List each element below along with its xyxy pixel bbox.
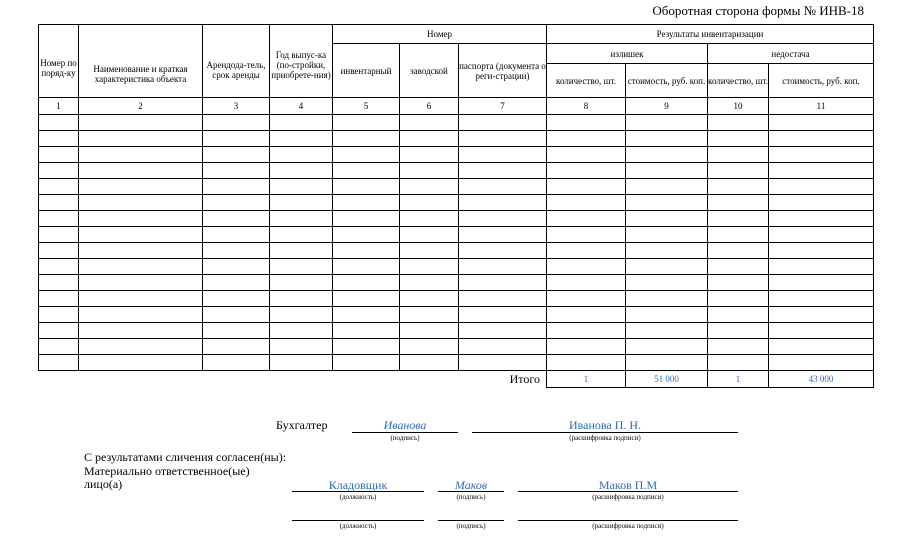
table-cell[interactable] xyxy=(459,227,547,243)
table-cell[interactable] xyxy=(547,307,626,323)
totals-shortage-cost: 43 000 xyxy=(769,371,874,388)
accountant-signature-caption: (подпись) xyxy=(390,434,420,442)
table-cell[interactable] xyxy=(79,307,203,323)
table-cell[interactable] xyxy=(547,131,626,147)
table-cell[interactable] xyxy=(708,195,769,211)
person2-name-caption: (расшифровка подписи) xyxy=(592,522,664,530)
table-cell[interactable] xyxy=(400,131,459,147)
table-cell[interactable] xyxy=(626,323,708,339)
table-cell[interactable] xyxy=(547,291,626,307)
table-cell[interactable] xyxy=(333,227,400,243)
table-cell[interactable] xyxy=(708,227,769,243)
table-cell[interactable] xyxy=(626,227,708,243)
person2-signature-caption: (подпись) xyxy=(456,522,486,530)
header-number-group: Номер xyxy=(333,25,547,44)
table-cell[interactable] xyxy=(270,211,333,227)
totals-surplus-cost: 51 000 xyxy=(626,371,708,388)
table-cell[interactable] xyxy=(769,323,874,339)
table-cell[interactable] xyxy=(79,243,203,259)
table-cell[interactable] xyxy=(270,227,333,243)
table-cell[interactable] xyxy=(547,275,626,291)
table-cell[interactable] xyxy=(39,355,79,371)
column-number: 3 xyxy=(203,98,270,115)
table-cell[interactable] xyxy=(547,211,626,227)
table-cell[interactable] xyxy=(270,339,333,355)
table-cell[interactable] xyxy=(626,243,708,259)
table-cell[interactable] xyxy=(333,195,400,211)
table-cell[interactable] xyxy=(333,179,400,195)
header-qty-surplus: количество, шт. xyxy=(547,64,626,98)
table-cell[interactable] xyxy=(626,147,708,163)
table-row xyxy=(39,291,874,307)
table-cell[interactable] xyxy=(270,307,333,323)
table-cell[interactable] xyxy=(459,259,547,275)
table-cell[interactable] xyxy=(333,259,400,275)
table-cell[interactable] xyxy=(333,291,400,307)
table-cell[interactable] xyxy=(39,275,79,291)
header-cost-shortage: стоимость, руб. коп. xyxy=(769,64,874,98)
table-cell[interactable] xyxy=(333,355,400,371)
table-cell[interactable] xyxy=(39,131,79,147)
table-cell[interactable] xyxy=(79,259,203,275)
header-year: Год выпус-ка (по-стройки, приобрете-ния) xyxy=(270,25,333,98)
column-number: 5 xyxy=(333,98,400,115)
table-cell[interactable] xyxy=(270,243,333,259)
table-cell[interactable] xyxy=(626,179,708,195)
table-cell[interactable] xyxy=(400,227,459,243)
table-cell[interactable] xyxy=(626,115,708,131)
table-cell[interactable] xyxy=(459,243,547,259)
table-cell[interactable] xyxy=(400,115,459,131)
table-cell[interactable] xyxy=(203,291,270,307)
table-cell[interactable] xyxy=(626,259,708,275)
inventory-table xyxy=(38,24,874,388)
table-cell[interactable] xyxy=(400,211,459,227)
accountant-signature-line xyxy=(352,432,458,433)
table-cell[interactable] xyxy=(547,227,626,243)
table-cell[interactable] xyxy=(270,291,333,307)
table-cell[interactable] xyxy=(270,259,333,275)
table-cell[interactable] xyxy=(333,131,400,147)
table-cell[interactable] xyxy=(270,147,333,163)
person2-position-caption: (должность) xyxy=(339,522,377,530)
table-cell[interactable] xyxy=(203,355,270,371)
table-cell[interactable] xyxy=(203,323,270,339)
table-row xyxy=(39,163,874,179)
table-cell[interactable] xyxy=(79,211,203,227)
agreement-text: С результатами сличения согласен(ны): xyxy=(84,450,287,464)
table-cell[interactable] xyxy=(203,147,270,163)
person1-name-line xyxy=(518,491,738,492)
table-cell[interactable] xyxy=(79,195,203,211)
column-number: 10 xyxy=(708,98,769,115)
header-name: Наименование и краткая характеристика объекта xyxy=(79,25,203,98)
table-cell[interactable] xyxy=(400,323,459,339)
table-cell[interactable] xyxy=(547,195,626,211)
table-row xyxy=(39,339,874,355)
table-body xyxy=(39,115,874,371)
table-cell[interactable] xyxy=(333,243,400,259)
table-cell[interactable] xyxy=(39,179,79,195)
table-cell[interactable] xyxy=(79,355,203,371)
column-number: 1 xyxy=(39,98,79,115)
table-cell[interactable] xyxy=(769,211,874,227)
table-cell[interactable] xyxy=(708,243,769,259)
table-cell[interactable] xyxy=(79,115,203,131)
table-cell[interactable] xyxy=(203,131,270,147)
table-cell[interactable] xyxy=(769,291,874,307)
table-cell[interactable] xyxy=(626,307,708,323)
table-cell[interactable] xyxy=(79,291,203,307)
table-cell[interactable] xyxy=(459,115,547,131)
person2-signature-line xyxy=(438,520,504,521)
table-cell[interactable] xyxy=(333,163,400,179)
table-cell[interactable] xyxy=(769,243,874,259)
person1-signature-line xyxy=(438,491,504,492)
table-cell[interactable] xyxy=(547,259,626,275)
table-cell[interactable] xyxy=(270,195,333,211)
table-cell[interactable] xyxy=(39,163,79,179)
table-cell[interactable] xyxy=(626,211,708,227)
table-cell[interactable] xyxy=(708,291,769,307)
header-passport: паспорта (документа о реги-страции) xyxy=(459,44,547,98)
header-factory: заводской xyxy=(400,44,459,98)
table-row xyxy=(39,227,874,243)
table-cell[interactable] xyxy=(39,307,79,323)
table-cell[interactable] xyxy=(39,243,79,259)
table-cell[interactable] xyxy=(39,259,79,275)
table-cell[interactable] xyxy=(769,275,874,291)
table-cell[interactable] xyxy=(708,179,769,195)
table-cell[interactable] xyxy=(708,307,769,323)
table-cell[interactable] xyxy=(547,115,626,131)
table-row xyxy=(39,179,874,195)
table-cell[interactable] xyxy=(333,339,400,355)
table-cell[interactable] xyxy=(400,195,459,211)
table-cell[interactable] xyxy=(459,211,547,227)
table-cell[interactable] xyxy=(547,147,626,163)
table-cell[interactable] xyxy=(459,163,547,179)
table-cell[interactable] xyxy=(459,307,547,323)
table-cell[interactable] xyxy=(708,323,769,339)
table-row xyxy=(39,211,874,227)
table-cell[interactable] xyxy=(203,307,270,323)
table-cell[interactable] xyxy=(203,195,270,211)
table-row xyxy=(39,115,874,131)
table-cell[interactable] xyxy=(400,307,459,323)
table-row xyxy=(39,355,874,371)
table-cell[interactable] xyxy=(459,147,547,163)
table-cell[interactable] xyxy=(270,323,333,339)
table-cell[interactable] xyxy=(459,339,547,355)
table-cell[interactable] xyxy=(39,291,79,307)
table-row xyxy=(39,131,874,147)
table-cell[interactable] xyxy=(769,227,874,243)
table-cell[interactable] xyxy=(708,259,769,275)
table-cell[interactable] xyxy=(626,195,708,211)
table-cell[interactable] xyxy=(459,291,547,307)
table-cell[interactable] xyxy=(459,355,547,371)
table-cell[interactable] xyxy=(270,115,333,131)
table-cell[interactable] xyxy=(626,355,708,371)
table-cell[interactable] xyxy=(459,131,547,147)
header-results-group: Результаты инвентаризации xyxy=(547,25,874,44)
table-cell[interactable] xyxy=(769,307,874,323)
column-number: 7 xyxy=(459,98,547,115)
table-cell[interactable] xyxy=(769,115,874,131)
table-cell[interactable] xyxy=(79,163,203,179)
person2-name-line xyxy=(518,520,738,521)
column-numbers-row xyxy=(39,98,874,115)
table-cell[interactable] xyxy=(400,243,459,259)
table-cell[interactable] xyxy=(39,115,79,131)
table-cell[interactable] xyxy=(79,227,203,243)
table-cell[interactable] xyxy=(626,339,708,355)
table-row xyxy=(39,275,874,291)
table-cell[interactable] xyxy=(79,131,203,147)
header-cost-surplus: стоимость, руб. коп. xyxy=(626,64,708,98)
column-number: 4 xyxy=(270,98,333,115)
totals-surplus-qty: 1 xyxy=(547,371,626,388)
table-cell[interactable] xyxy=(769,163,874,179)
accountant-name-line xyxy=(472,432,738,433)
table-row xyxy=(39,323,874,339)
table-cell[interactable] xyxy=(400,147,459,163)
table-cell[interactable] xyxy=(333,147,400,163)
table-cell[interactable] xyxy=(708,131,769,147)
header-num: Номер по поряд-ку xyxy=(39,25,79,98)
table-cell[interactable] xyxy=(79,323,203,339)
header-inventory: инвентарный xyxy=(333,44,400,98)
table-cell[interactable] xyxy=(203,211,270,227)
table-cell[interactable] xyxy=(39,211,79,227)
person1-signature: Маков xyxy=(454,478,488,492)
table-cell[interactable] xyxy=(39,147,79,163)
table-cell[interactable] xyxy=(459,275,547,291)
person1-name-caption: (расшифровка подписи) xyxy=(592,493,664,501)
table-cell[interactable] xyxy=(39,323,79,339)
table-row xyxy=(39,259,874,275)
table-cell[interactable] xyxy=(708,147,769,163)
table-cell[interactable] xyxy=(270,179,333,195)
table-cell[interactable] xyxy=(708,115,769,131)
person1-position: Кладовщик xyxy=(328,478,388,492)
table-cell[interactable] xyxy=(400,355,459,371)
table-cell[interactable] xyxy=(270,163,333,179)
accountant-role: Бухгалтер xyxy=(276,418,328,432)
column-number: 8 xyxy=(547,98,626,115)
accountant-name: Иванова П. Н. xyxy=(568,418,642,432)
table-cell[interactable] xyxy=(400,259,459,275)
column-number: 11 xyxy=(769,98,874,115)
table-cell[interactable] xyxy=(547,163,626,179)
table-cell[interactable] xyxy=(203,163,270,179)
form-title: Оборотная сторона формы № ИНВ-18 xyxy=(652,3,864,18)
column-number: 2 xyxy=(79,98,203,115)
table-cell[interactable] xyxy=(547,339,626,355)
totals-shortage-qty: 1 xyxy=(708,371,769,388)
totals-row xyxy=(39,371,874,388)
table-cell[interactable] xyxy=(547,355,626,371)
table-cell[interactable] xyxy=(79,275,203,291)
person1-signature-caption: (подпись) xyxy=(456,493,486,501)
table-row xyxy=(39,147,874,163)
table-cell[interactable] xyxy=(459,323,547,339)
person1-position-caption: (должность) xyxy=(339,493,377,501)
table-cell[interactable] xyxy=(203,243,270,259)
table-cell[interactable] xyxy=(708,275,769,291)
table-cell[interactable] xyxy=(708,163,769,179)
table-cell[interactable] xyxy=(400,275,459,291)
table-cell[interactable] xyxy=(769,147,874,163)
person1-name: Маков П.М xyxy=(598,478,658,492)
header-surplus: излишек xyxy=(547,44,708,64)
header-lessee: Арендода-тель, срок аренды xyxy=(203,25,270,98)
table-cell[interactable] xyxy=(708,339,769,355)
responsible-label: Материально ответственное(ые) лицо(а) xyxy=(84,464,250,491)
table-cell[interactable] xyxy=(333,275,400,291)
table-cell[interactable] xyxy=(769,195,874,211)
table-cell[interactable] xyxy=(400,291,459,307)
accountant-name-caption: (расшифровка подписи) xyxy=(569,434,641,442)
person1-position-line xyxy=(292,491,424,492)
table-cell[interactable] xyxy=(203,259,270,275)
totals-label: Итого xyxy=(39,371,547,388)
table-cell[interactable] xyxy=(270,355,333,371)
table-cell[interactable] xyxy=(39,227,79,243)
table-row xyxy=(39,195,874,211)
table-cell[interactable] xyxy=(769,259,874,275)
table-cell[interactable] xyxy=(547,323,626,339)
table-cell[interactable] xyxy=(626,131,708,147)
column-number: 6 xyxy=(400,98,459,115)
table-cell[interactable] xyxy=(459,195,547,211)
table-cell[interactable] xyxy=(79,147,203,163)
table-cell[interactable] xyxy=(39,195,79,211)
table-cell[interactable] xyxy=(708,211,769,227)
table-cell[interactable] xyxy=(79,339,203,355)
table-cell[interactable] xyxy=(708,355,769,371)
table-cell[interactable] xyxy=(203,275,270,291)
table-cell[interactable] xyxy=(769,179,874,195)
header-qty-shortage: количество, шт. xyxy=(708,64,769,98)
table-cell[interactable] xyxy=(270,131,333,147)
table-cell[interactable] xyxy=(769,131,874,147)
table-row xyxy=(39,243,874,259)
table-cell[interactable] xyxy=(333,323,400,339)
table-cell[interactable] xyxy=(547,243,626,259)
table-cell[interactable] xyxy=(79,179,203,195)
table-cell[interactable] xyxy=(769,339,874,355)
table-row xyxy=(39,307,874,323)
table-cell[interactable] xyxy=(626,291,708,307)
column-number: 9 xyxy=(626,98,708,115)
table-cell[interactable] xyxy=(203,115,270,131)
table-cell[interactable] xyxy=(547,179,626,195)
table-cell[interactable] xyxy=(203,227,270,243)
table-cell[interactable] xyxy=(459,179,547,195)
person2-position-line xyxy=(292,520,424,521)
table-cell[interactable] xyxy=(626,275,708,291)
table-cell[interactable] xyxy=(333,211,400,227)
table-cell[interactable] xyxy=(400,179,459,195)
table-cell[interactable] xyxy=(203,179,270,195)
table-cell[interactable] xyxy=(203,339,270,355)
table-cell[interactable] xyxy=(626,163,708,179)
table-cell[interactable] xyxy=(400,163,459,179)
table-cell[interactable] xyxy=(769,355,874,371)
table-cell[interactable] xyxy=(400,339,459,355)
table-cell[interactable] xyxy=(333,307,400,323)
table-cell[interactable] xyxy=(270,275,333,291)
table-cell[interactable] xyxy=(39,339,79,355)
header-shortage: недостача xyxy=(708,44,874,64)
accountant-signature: Иванова xyxy=(383,418,427,432)
table-cell[interactable] xyxy=(333,115,400,131)
